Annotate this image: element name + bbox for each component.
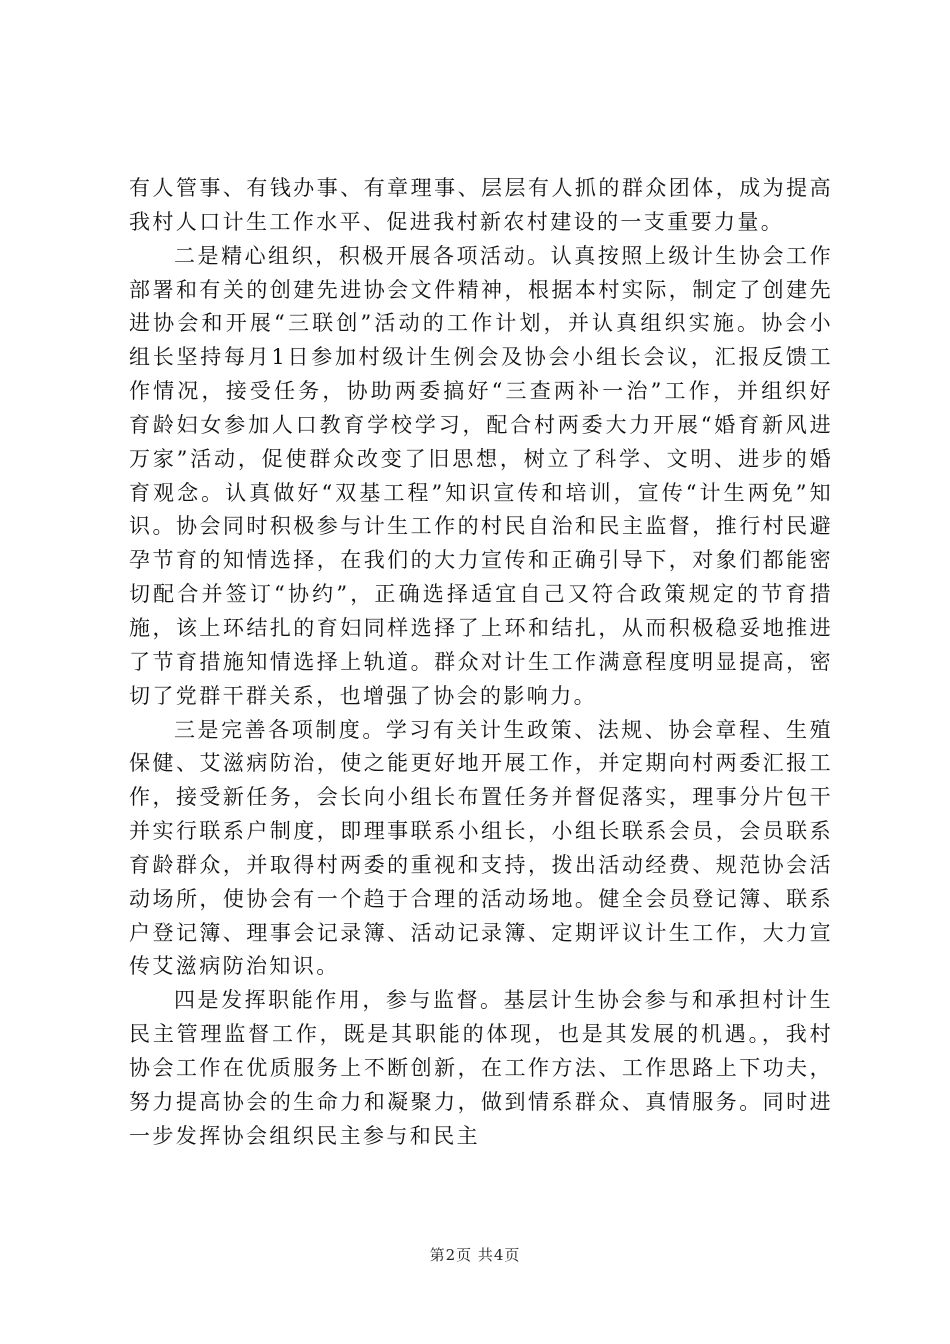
paragraph-organize-activities: 二是精心组织，积极开展各项活动。认真按照上级计生协会工作部署和有关的创建先进协会文件精神，根据本村实际，制定了创建先进协会和开展“三联创”活动的工作计划，并认真组织实施。协会小组长坚持每月1日参加村级计生例会及协会小组长会议，汇报反馈工作情况，接受任务，协助两委搞好“三查两补一治”工作，并组织好育龄妇女参加人口教育学校学习，配合村两委大力开展“婚育新风进万家”活动，促使群众改变了旧思想，树立了科学、文明、进步的婚育观念。认真做好“双基工程”知识宣传和培训，宣传“计生两免”知识。协会同时积极参与计生工作的村民自治和民主监督，推行村民避孕节育的知情选择，在我们的大力宣传和正确引导下，对象们都能密切配合并签订“协约”，正确选择适宜自己又符合政策规定的节育措施，该上环结扎的育妇同样选择了上环和结扎，从而积极稳妥地推进了节育措施知情选择上轨道。群众对计生工作满意程度明显提高，密切了党群干群关系，也增强了协会的影响力。	[129, 243, 833, 708]
paragraph-continuation: 有人管事、有钱办事、有章理事、层层有人抓的群众团体，成为提高我村人口计生工作水平、促进我村新农村建设的一支重要力量。	[129, 176, 833, 234]
paragraph-supervision: 四是发挥职能作用，参与监督。基层计生协会参与和承担村计生民主管理监督工作，既是其职能的体现，也是其发展的机遇。，我村协会工作在优质服务上不断创新，在工作方法、工作思路上下功夫，努力提高协会的生命力和凝聚力，做到情系群众、真情服务。同时进一步发挥协会组织民主参与和民主	[129, 988, 833, 1148]
paragraph-improve-systems: 三是完善各项制度。学习有关计生政策、法规、协会章程、生殖保健、艾滋病防治，使之能更好地开展工作，并定期向村两委汇报工作，接受新任务，会长向小组长布置任务并督促落实，理事分片包干并实行联系户制度，即理事联系小组长，小组长联系会员，会员联系育龄群众，并取得村两委的重视和支持，拨出活动经费、规范协会活动场所，使协会有一个趋于合理的活动场地。健全会员登记簿、联系户登记簿、理事会记录簿、活动记录簿、定期评议计生工作，大力宣传艾滋病防治知识。	[129, 717, 833, 979]
document-body	[129, 172, 833, 1153]
page-number-footer: 第2页 共4页	[429, 1246, 521, 1264]
